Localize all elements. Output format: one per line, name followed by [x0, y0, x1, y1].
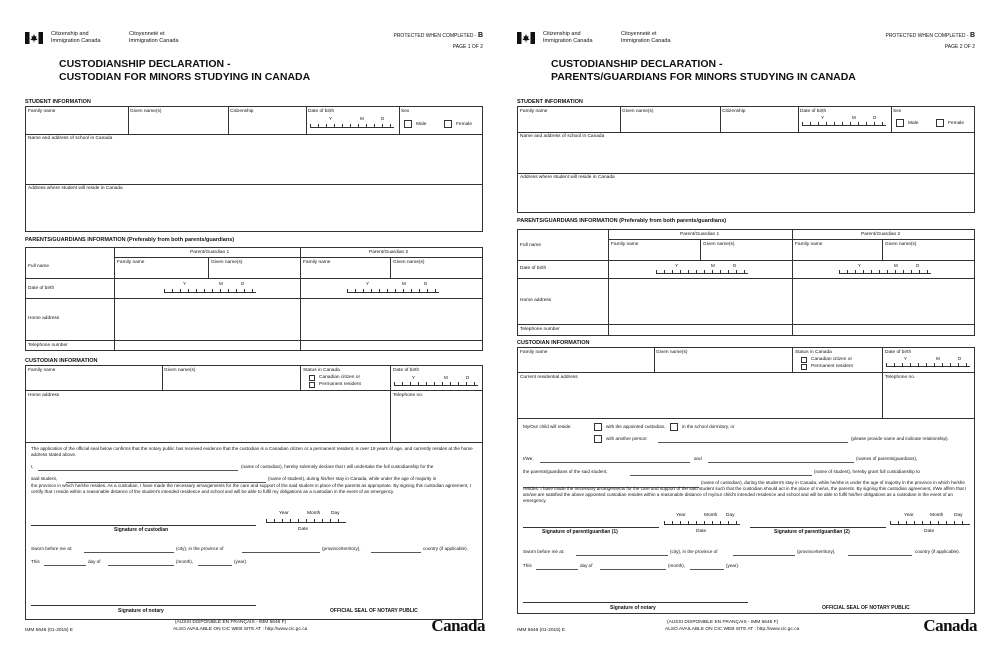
seal-notice-text: The application of the official seal below confirms that the notary public has received evidence that the custodian is a Canadian citizen or a permanent resident, is over 19 years of age, and currently resides at the home address stated above.	[31, 446, 473, 457]
dob-input[interactable]	[310, 124, 394, 128]
custodian-info-box: Family name Given name(s) Status in Canada Canadian citizen or Permanent resident Date of birth Y M D Current residential address Telephone no.	[517, 347, 975, 419]
citizen-checkbox[interactable]	[309, 375, 315, 381]
page-title: CUSTODIANSHIP DECLARATION - CUSTODIAN FOR MINORS STUDYING IN CANADA	[59, 58, 311, 83]
parent2-name-input[interactable]	[708, 462, 854, 463]
page-title: CUSTODIANSHIP DECLARATION - PARENTS/GUARDIANS FOR MINORS STUDYING IN CANADA	[551, 58, 856, 83]
notary-signature-line[interactable]	[523, 602, 748, 603]
declaration-box: My/Our child will reside: with the appointed custodian, in the school dormitory, or with another person: (please provide name and indicate relationship). I/We, and (names of parents/guardians), the parents/guardians of the said student, (name of student), hereby grant full custodianship to (name of custodian), during the student's stay in Canada, while he/she is under the age of majority in the province in which he/she resides. I have made the necessary arrangements for the care and support of the said student such that the custodian should act in the place of me/us, the parents. By signing this custodian agreement, I/We affirm that I am/we are satisfied the above appointed custodian resides within a reasonable distance of my/our child's intended residence and school and will be able to fulfil his/her obligations as a custodian in the event of an emergency. Year Month Day Year Month Day Signature of parent/guardian (1) Date Signature of parent/guardian (2) Date Sworn before me at: (city), in the province of (province/territory), country (if applicable). This day of (month), (year). Signature of notary OFFICIAL SEAL OF NOTARY PUBLIC	[517, 419, 975, 614]
sworn-day-input[interactable]	[536, 569, 578, 570]
student-info-box: Family name Given name(s) Citizenship Date of birth Y M D Sex Male Female Name and address of school in Canada Address where student will reside in Canada	[25, 106, 483, 232]
french-availability: (AUSSI DISPONIBLE EN FRANÇAIS - IMM 5646 F)	[667, 620, 779, 625]
student-info-box: Family name Given name(s) Citizenship Date of birth Y M D Sex Male Female Name and address of school in Canada Address where student will reside in Canada	[517, 106, 975, 213]
canada-flag-icon	[517, 32, 535, 44]
page-header	[25, 28, 487, 50]
citizen-checkbox[interactable]	[801, 357, 807, 363]
pg2-dob-input[interactable]	[839, 270, 931, 274]
form-code: IMM 5646 (01-2015) E	[517, 628, 565, 633]
given-names-label: Given name(s)	[130, 109, 162, 114]
sworn-country-input[interactable]	[848, 555, 912, 556]
web-availability: ALSO AVAILABLE ON CIC WEB SITE AT : http://www.cic.gc.ca	[665, 627, 800, 632]
male-checkbox[interactable]	[404, 120, 412, 128]
with-custodian-checkbox[interactable]	[594, 423, 602, 431]
dob-input[interactable]	[802, 122, 886, 126]
section-custodian-info: CUSTODIAN INFORMATION	[517, 340, 590, 346]
custodian-dob-input[interactable]	[886, 363, 970, 367]
form-code: IMM 5646 (01-2015) E	[25, 628, 73, 633]
sworn-day-input[interactable]	[44, 565, 86, 566]
citizenship-label: Citizenship	[230, 109, 254, 114]
french-availability: (AUSSI DISPONIBLE EN FRANÇAIS - IMM 5646 F)	[175, 620, 287, 625]
parents-info-box: Parent/Guardian 1 Parent/Guardian 2 Full name Family name Given name(s) Family name Given name(s) Date of birth Y M D Y M D Home address Telephone number	[25, 247, 483, 351]
form-page-1	[25, 28, 487, 638]
sworn-year-input[interactable]	[198, 565, 232, 566]
page-header	[517, 28, 979, 50]
sex-label: Sex	[401, 109, 410, 114]
sworn-city-input[interactable]	[84, 552, 174, 553]
parent1-name-input[interactable]	[540, 462, 690, 463]
with-another-person-checkbox[interactable]	[594, 435, 602, 443]
sworn-month-input[interactable]	[108, 565, 174, 566]
pg1-signature-line[interactable]	[523, 527, 659, 528]
school-label: Name and address of school in Canada	[28, 136, 113, 141]
dob-label: Date of birth	[308, 109, 335, 114]
canada-wordmark: Canada	[431, 616, 485, 635]
canada-flag-icon	[25, 32, 43, 44]
family-name-label: Family name	[28, 109, 56, 114]
residence-label: Address where student will reside in Canada	[28, 186, 123, 191]
section-parents-info: PARENTS/GUARDIANS INFORMATION (Preferably from both parents/guardians)	[517, 218, 727, 224]
pg2-dob-input[interactable]	[347, 289, 439, 293]
custodian-info-box: Family name Given name(s) Status in Canada Canadian citizen or Permanent resident Date of birth Y M D Home address Telephone no.	[25, 365, 483, 443]
custodian-name-input[interactable]	[38, 470, 238, 471]
sworn-province-input[interactable]	[733, 555, 795, 556]
section-student-info: STUDENT INFORMATION	[25, 99, 91, 105]
page-number: PAGE 1 OF 2	[452, 44, 483, 50]
form-page-2	[517, 28, 979, 638]
declaration-box: The application of the official seal below confirms that the notary public has received evidence that the custodian is a Canadian citizen or a permanent resident, is over 19 years of age, and currently resides at the home address stated above. I, (name of custodian), hereby solemnly declare that I will undertake the full custodianship for the said student, (name of student), during his/her stay in Canada, while under the age of majority in the province in which he/she resides. As a custodian, I have made the necessary arrangements for the care and support of the said student in place of the parents as appropriate. By signing this custodian agreement, I certify that I reside within a reasonable distance of the student's intended residence and school and will be able to fulfil my obligations as a custodian in the event of an emergency. Year Month Day Signature of custodian Date Sworn before me at: (city), in the province of (province/territory), country (if applicable). This day of (month), (year). Signature of notary OFFICIAL SEAL OF NOTARY PUBLIC	[25, 443, 483, 620]
department-name-en: Citizenship and Immigration Canada	[543, 31, 593, 44]
protected-label: PROTECTED WHEN COMPLETED - B	[885, 32, 975, 39]
pg2-sign-date[interactable]	[890, 521, 970, 525]
web-availability: ALSO AVAILABLE ON CIC WEB SITE AT : http://www.cic.gc.ca	[173, 627, 308, 632]
custodian-signature-line[interactable]	[31, 525, 256, 526]
female-checkbox[interactable]	[444, 120, 452, 128]
male-checkbox[interactable]	[896, 119, 904, 127]
dormitory-checkbox[interactable]	[670, 423, 678, 431]
page-number: PAGE 2 OF 2	[944, 44, 975, 50]
custodian-dob-input[interactable]	[394, 382, 478, 386]
pg1-sign-date[interactable]	[664, 521, 740, 525]
pg2-signature-line[interactable]	[750, 527, 886, 528]
pg1-dob-input[interactable]	[164, 289, 256, 293]
parents-info-box: Parent/Guardian 1 Parent/Guardian 2 Full name Family name Given name(s) Family name Given name(s) Date of birth Y M D Y M D Home address Telephone number	[517, 229, 975, 336]
canada-wordmark: Canada	[923, 616, 977, 635]
sworn-province-input[interactable]	[242, 552, 320, 553]
permanent-resident-checkbox[interactable]	[801, 364, 807, 370]
department-name-fr: Citoyenneté et Immigration Canada	[621, 31, 671, 44]
department-name-en: Citizenship and Immigration Canada	[51, 31, 101, 44]
female-checkbox[interactable]	[936, 119, 944, 127]
another-person-input[interactable]	[658, 442, 848, 443]
section-student-info: STUDENT INFORMATION	[517, 99, 583, 105]
custodian-sign-date[interactable]	[266, 519, 346, 523]
notary-signature-line[interactable]	[31, 605, 256, 606]
section-custodian-info: CUSTODIAN INFORMATION	[25, 358, 98, 364]
sworn-city-input[interactable]	[576, 555, 668, 556]
student-name-input[interactable]	[630, 475, 812, 476]
permanent-resident-checkbox[interactable]	[309, 382, 315, 388]
sworn-year-input[interactable]	[690, 569, 724, 570]
protected-label: PROTECTED WHEN COMPLETED - B	[393, 32, 483, 39]
sworn-country-input[interactable]	[371, 552, 421, 553]
department-name-fr: Citoyenneté et Immigration Canada	[129, 31, 179, 44]
pg1-dob-input[interactable]	[656, 270, 748, 274]
sworn-month-input[interactable]	[600, 569, 666, 570]
section-parents-info: PARENTS/GUARDIANS INFORMATION (Preferably from both parents/guardians)	[25, 237, 235, 243]
